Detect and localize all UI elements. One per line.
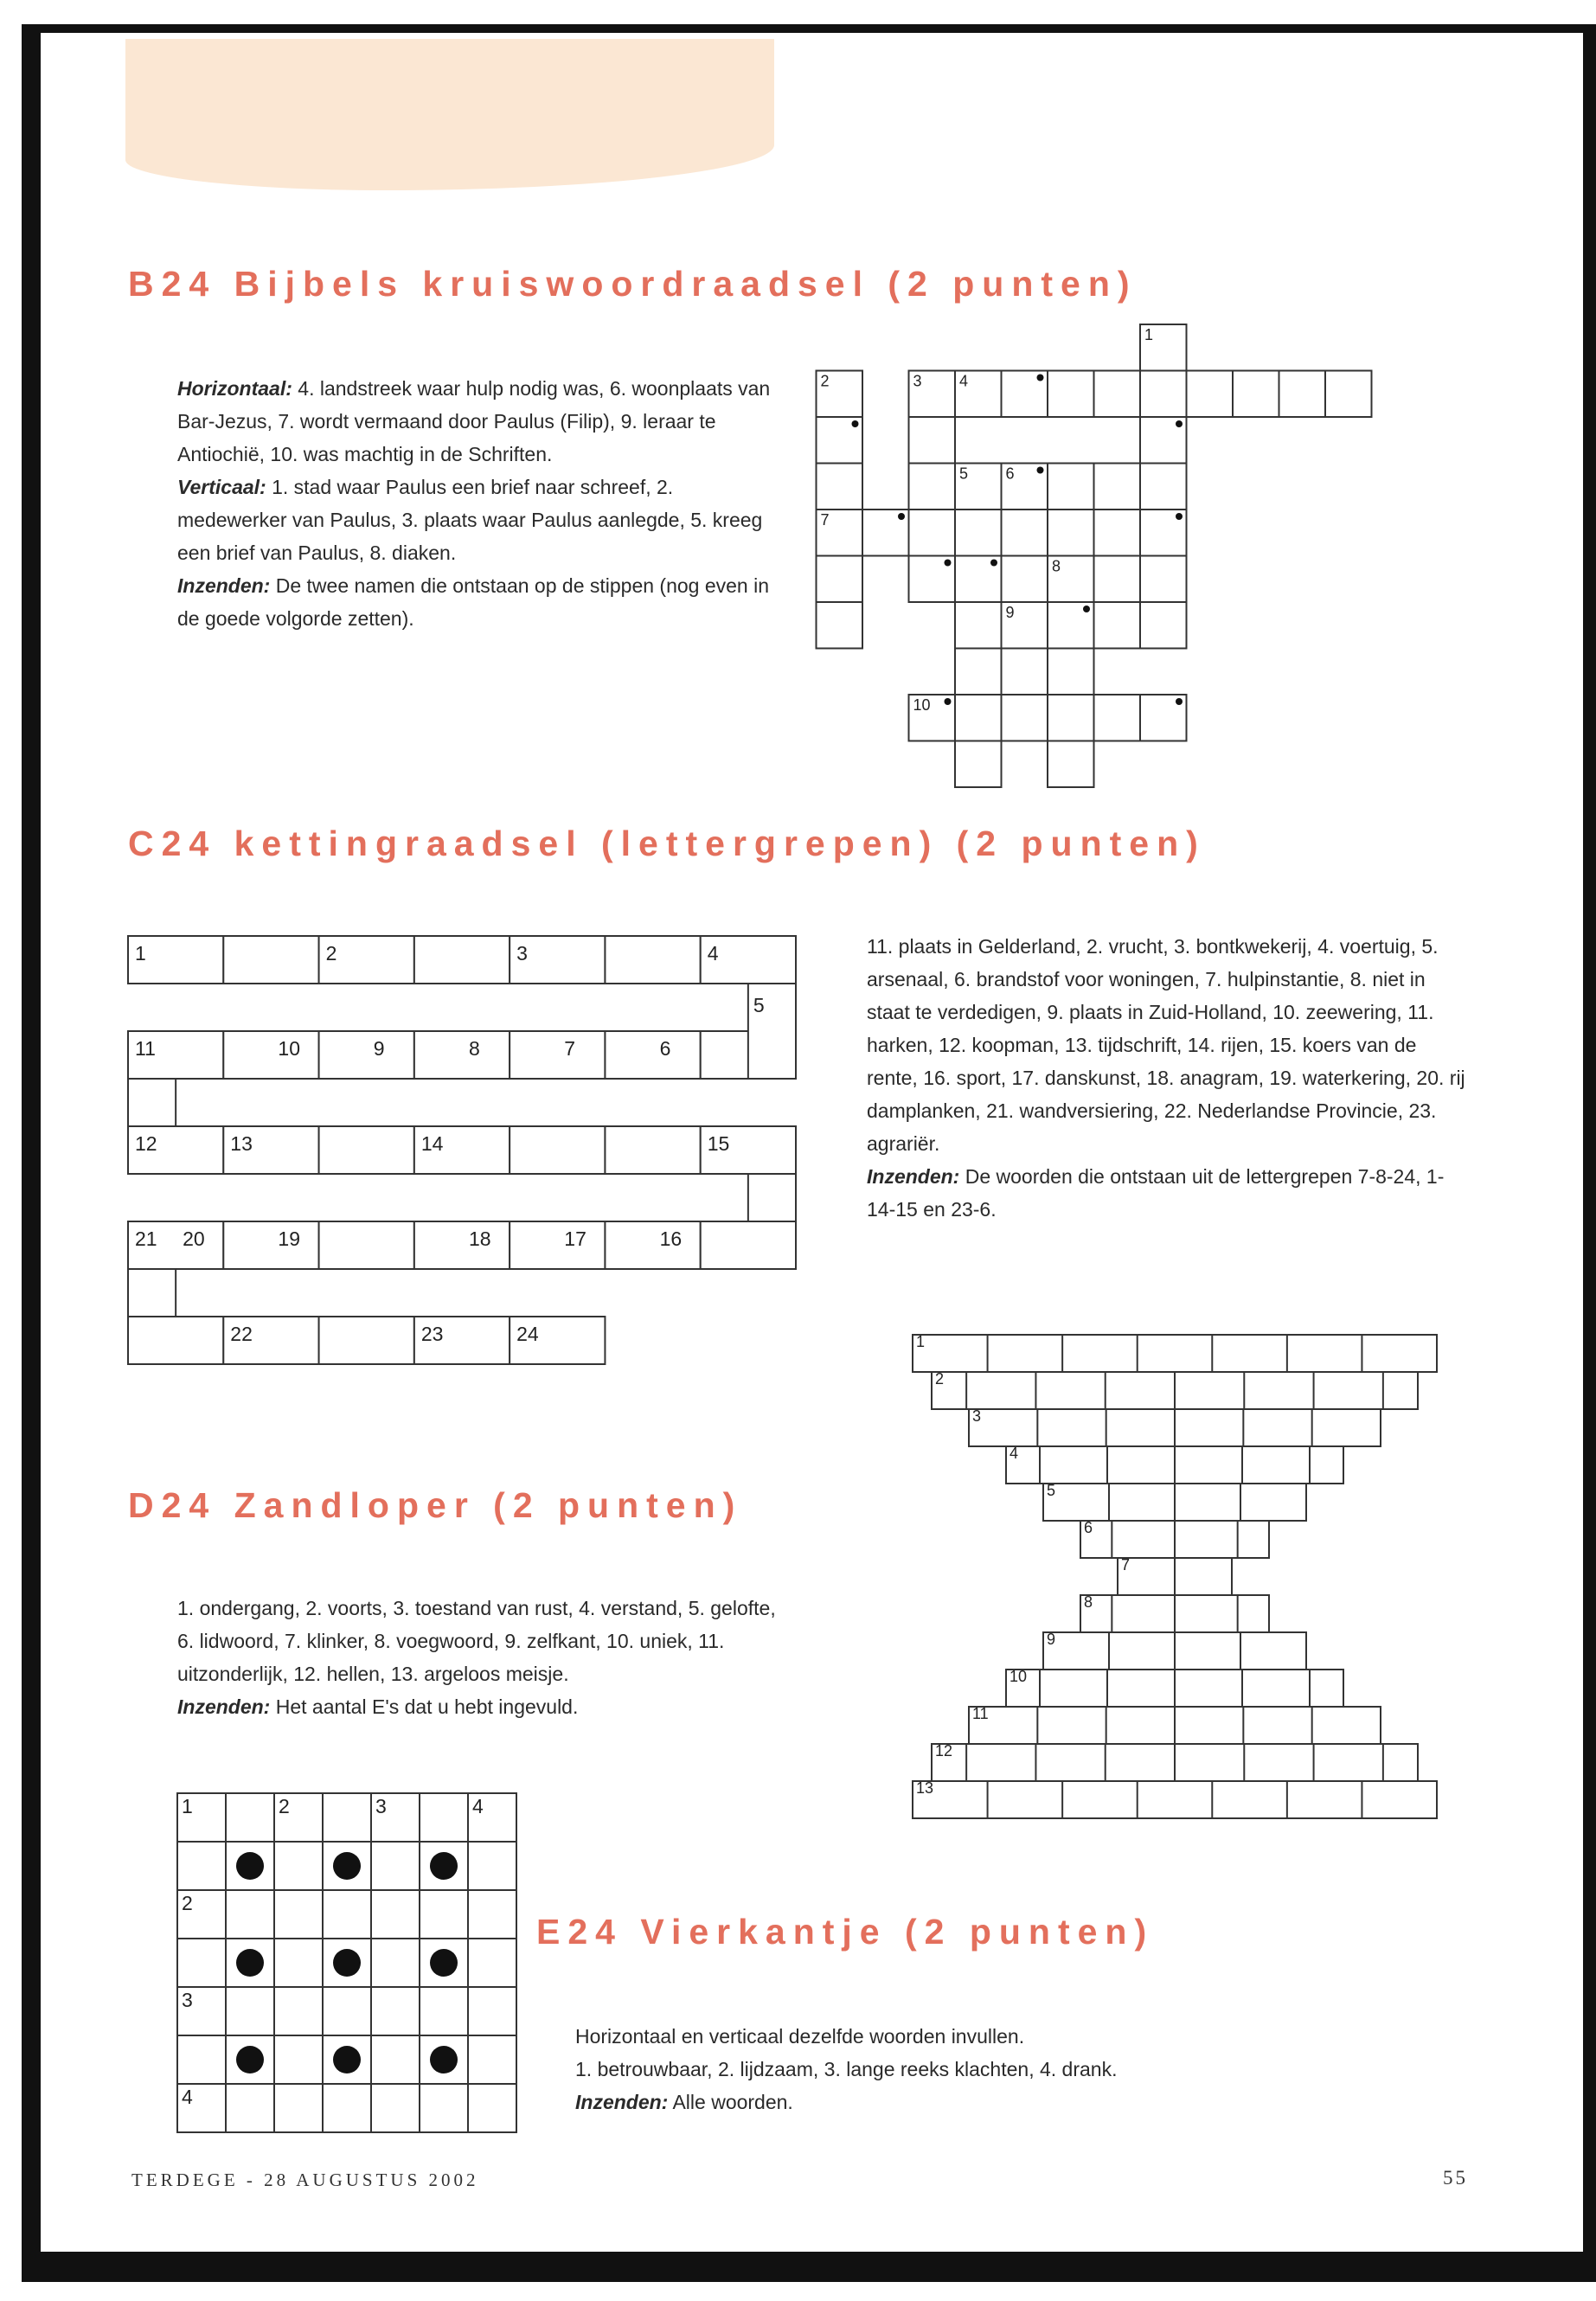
page-number: 55 [1443,2167,1468,2189]
e24-cell-number: 2 [182,1892,193,1914]
d24-clues-text: 1. ondergang, 2. voorts, 3. toestand van rust, 4. verstand, 5. gelofte, 6. lidwoord, 7. klinker, 8. voegwoord, 9. zelfkant, 10. uniek, 11. uitzonderlijk, 12. hellen, 13. argeloos meisje. [177,1597,776,1685]
d24-inzenden-text: Het aantal E's dat u hebt ingevuld. [270,1695,579,1718]
c24-cell-number: 23 [420,1323,444,1345]
b24-cell-number: 10 [913,696,931,714]
c24-cell-number: 17 [564,1227,586,1250]
e24-black-dot [333,2046,361,2073]
d24-row-number: 9 [1047,1631,1056,1648]
e24-cell-number: 4 [472,1795,484,1817]
b24-verticaal-text: 1. stad waar Paulus een brief naar schreef, 2. medewerker van Paulus, 3. plaats waar Paulus aanlegde, 5. kreeg een brief van Paulus, 8. diaken. [177,476,763,564]
e24-cell[interactable] [323,1793,371,1842]
e24-black-dot [236,1949,264,1977]
e24-cell[interactable] [226,1987,274,2035]
c24-cell-number: 9 [373,1037,385,1060]
b24-cell-number: 3 [913,372,922,390]
footer-publication: TERDEGE - 28 AUGUSTUS 2002 [131,2170,479,2190]
e24-cell-number: 3 [182,1989,193,2011]
b24-cell-number: 1 [1144,326,1154,343]
c24-cell-number: 3 [516,942,528,965]
e24-cell[interactable] [323,2084,371,2132]
e24-cell[interactable] [371,2035,420,2084]
c24-cell-number: 7 [564,1037,576,1060]
d24-row-number: 11 [972,1705,989,1722]
e24-cell[interactable] [177,1939,226,1987]
e24-cell[interactable] [468,1890,516,1939]
d24-row-number: 7 [1121,1556,1131,1574]
e24-black-dot [333,1852,361,1880]
c24-cell-number: 14 [420,1132,444,1155]
e24-cell[interactable] [226,1793,274,1842]
e24-cell-number: 2 [279,1795,290,1817]
c24-cell-number: 24 [516,1323,539,1345]
e24-black-dot [430,1852,458,1880]
c24-cell-number: 16 [659,1227,683,1250]
e24-black-dot [236,1852,264,1880]
e24-cell[interactable] [226,1890,274,1939]
e24-cell[interactable] [274,1890,323,1939]
c24-cell-number: 13 [230,1132,253,1155]
c24-cell-number: 20 [183,1227,205,1250]
c24-cell-number: 8 [469,1037,480,1060]
e24-inzenden-label: Inzenden: [575,2091,669,2113]
e24-cell[interactable] [468,1987,516,2035]
c24-cell-number: 2 [325,942,337,965]
e24-line1: Horizontaal en verticaal dezelfde woorden invullen. [575,2025,1025,2048]
d24-title: D24 Zandloper (2 punten) [128,1485,743,1525]
e24-cell[interactable] [274,1939,323,1987]
d24-row-number: 10 [1010,1668,1028,1685]
c24-cell-number: 19 [278,1227,301,1250]
e24-cell[interactable] [274,2084,323,2132]
d24-row-number: 3 [972,1407,982,1425]
b24-inzenden-text: De twee namen die ontstaan op de stippen (nog even in de goede volgorde zetten). [177,574,770,630]
c24-cell-number: 12 [135,1132,157,1155]
e24-black-dot [430,1949,458,1977]
b24-cell-number: 5 [959,465,969,483]
e24-cell[interactable] [274,1842,323,1890]
c24-cell-number: 10 [278,1037,301,1060]
c24-cell-number: 4 [707,942,719,965]
e24-cell[interactable] [468,2035,516,2084]
c24-cell-number: 21 [135,1227,157,1250]
b24-cell-number: 6 [1005,465,1015,483]
c24-cell-number: 1 [135,942,146,965]
b24-title: B24 Bijbels kruiswoordraadsel (2 punten) [128,264,1138,304]
c24-title: C24 kettingraadsel (lettergrepen) (2 punten) [128,824,1206,863]
e24-line2: 1. betrouwbaar, 2. lijdzaam, 3. lange reeks klachten, 4. drank. [575,2058,1118,2080]
b24-inzenden-label: Inzenden: [177,574,271,597]
e24-cell-number: 1 [182,1795,193,1817]
c24-cell-number: 18 [469,1227,491,1250]
e24-cell[interactable] [226,2084,274,2132]
e24-title: E24 Vierkantje (2 punten) [536,1912,1155,1952]
c24-inzenden-label: Inzenden: [867,1165,960,1188]
d24-row-number: 4 [1010,1445,1019,1462]
b24-cell-number: 9 [1005,604,1015,621]
c24-clues-text: 11. plaats in Gelderland, 2. vrucht, 3. bontkwekerij, 4. voertuig, 5. arsenaal, 6. brandstof voor woningen, 7. hulpinstantie, 8. niet in staat te verdedigen, 9. plaats in Zuid-Holland, 10. zeewering, 11. harken, 12. koopman, 13. tijdschrift, 14. rijen, 15. koers van de rente, 16. sport, 17. danskunst, 18. anagram, 19. waterkering, 20. rij damplanken, 21. wandversiering, 22. Nederlandse Provincie, 23. agrariër. [867,935,1465,1155]
e24-cell-number: 3 [375,1795,387,1817]
e24-black-dot [430,2046,458,2073]
e24-cell[interactable] [420,1890,468,1939]
c24-cell-number: 22 [230,1323,253,1345]
e24-cell[interactable] [323,1890,371,1939]
c24-cell-number: 11 [135,1037,156,1060]
c24-inzenden-text: De woorden die ontstaan uit de lettergrepen 7-8-24, 1-14-15 en 23-6. [867,1165,1445,1221]
e24-cell[interactable] [323,1987,371,2035]
d24-row-number: 13 [916,1779,934,1797]
e24-black-dot [236,2046,264,2073]
d24-row-number: 8 [1084,1593,1093,1611]
b24-verticaal-label: Verticaal: [177,476,266,498]
e24-cell[interactable] [371,1842,420,1890]
e24-cell[interactable] [420,2084,468,2132]
e24-cell[interactable] [371,2084,420,2132]
b24-cell-number: 4 [959,372,969,390]
e24-cell[interactable] [420,1793,468,1842]
e24-cell[interactable] [274,1987,323,2035]
e24-cell[interactable] [177,1842,226,1890]
d24-row-number: 2 [935,1370,945,1388]
c24-cell-number: 15 [707,1132,730,1155]
e24-cell[interactable] [371,1987,420,2035]
e24-cell[interactable] [468,1842,516,1890]
b24-cell-number: 7 [820,511,830,529]
e24-cell[interactable] [468,2084,516,2132]
e24-cell[interactable] [420,1987,468,2035]
e24-cell[interactable] [468,1939,516,1987]
b24-cell-number: 2 [820,372,830,390]
e24-cell-number: 4 [182,2086,193,2108]
d24-row-number: 5 [1047,1482,1056,1499]
c24-cell-number: 5 [753,994,765,1016]
e24-cell[interactable] [274,2035,323,2084]
b24-horizontaal-text: 4. landstreek waar hulp nodig was, 6. woonplaats van Bar-Jezus, 7. wordt vermaand door Paulus (Filip), 9. leraar te Antiochië, 10. was machtig in de Schriften. [177,377,771,465]
e24-cell[interactable] [177,2035,226,2084]
d24-row-number: 12 [935,1742,953,1759]
d24-row-number: 1 [916,1333,926,1350]
d24-row-number: 6 [1084,1519,1093,1536]
e24-black-dot [333,1949,361,1977]
b24-horizontaal-label: Horizontaal: [177,377,292,400]
e24-cell[interactable] [371,1890,420,1939]
b24-cell-number: 8 [1052,557,1061,575]
e24-cell[interactable] [371,1939,420,1987]
d24-inzenden-label: Inzenden: [177,1695,271,1718]
c24-cell-number: 6 [659,1037,671,1060]
e24-inzenden-text: Alle woorden. [668,2091,793,2113]
